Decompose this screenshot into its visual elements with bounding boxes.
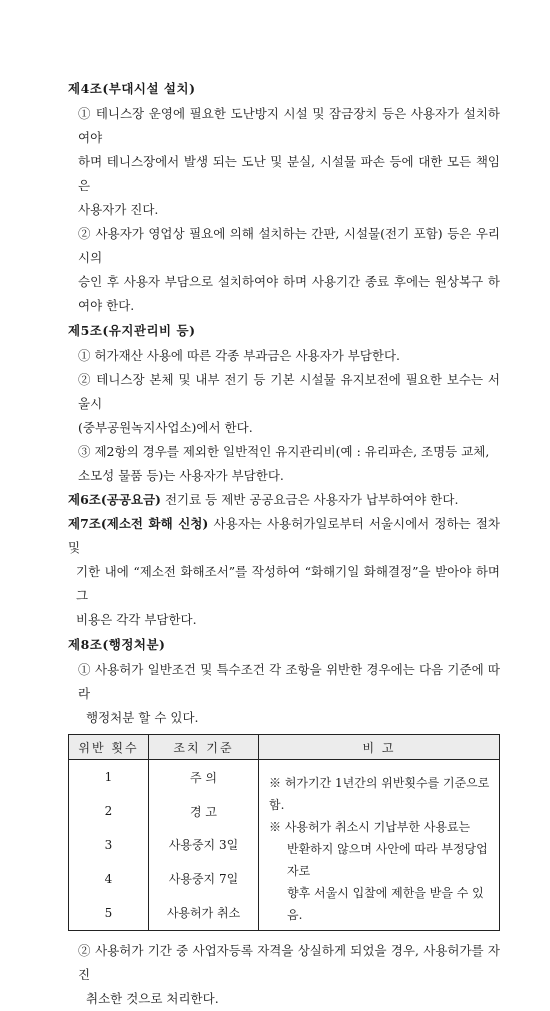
text-line: 행정처분 할 수 있다. [86, 710, 199, 725]
header-action-standard: 조치 기준 [149, 735, 259, 760]
action-standard: 사용중지 3일 [149, 828, 259, 862]
text-line: 비용은 각각 부담한다. [76, 612, 197, 627]
remarks-cell [259, 760, 500, 931]
remark-note-1: ※ 허가기간 1년간의 위반횟수를 기준으로 함. [269, 776, 490, 812]
article-4-clause-1 [68, 102, 500, 222]
article-4-clause-2 [68, 222, 500, 318]
action-standard: 주 의 [149, 760, 259, 795]
article-7-text: 사용자는 사용허가일로부터 서울시에서 정하는 절차 및 [68, 516, 500, 555]
table-row [69, 760, 500, 795]
article-7 [68, 512, 500, 632]
document-page [68, 76, 500, 1011]
text-line [68, 512, 500, 560]
remark-note-2-cont: 반환하지 않으며 사안에 따라 부정당업자로 [287, 842, 488, 878]
text-line: 사용자가 진다. [78, 202, 159, 217]
text-line: 하며 테니스장에서 발생 되는 도난 및 분실, 시설물 파손 등에 대한 모든 책임은 [78, 154, 500, 193]
remark-note-2-cont: 향후 서울시 입찰에 제한을 받을 수 있음. [287, 886, 484, 922]
article-5-clause-1 [68, 344, 500, 368]
article-6 [68, 488, 500, 512]
remark-note-2: ※ 사용허가 취소시 기납부한 사용료는 [269, 820, 471, 834]
action-standard: 경 고 [149, 794, 259, 828]
article-5-clause-2 [68, 368, 500, 440]
text-line: ① 테니스장 운영에 필요한 도난방지 시설 및 잠금장치 등은 사용자가 설치하여야 [78, 106, 500, 145]
header-violation-count: 위반 횟수 [69, 735, 149, 760]
violation-count: 4 [69, 862, 149, 896]
text-line: ① 허가재산 사용에 따른 각종 부과금은 사용자가 부담한다. [78, 348, 401, 363]
penalty-table [68, 734, 500, 931]
text-line: ② 테니스장 본체 및 내부 전기 등 기본 시설물 유지보전에 필요한 보수는 서울시 [78, 372, 500, 411]
article-7-heading: 제7조(제소전 화해 신청) [68, 516, 209, 531]
article-4-heading: 제4조(부대시설 설치) [68, 81, 196, 96]
violation-count: 2 [69, 794, 149, 828]
action-standard: 사용허가 취소 [149, 896, 259, 931]
text-line: 기한 내에 “제소전 화해조서”를 작성하여 “화해기일 화해결정”을 받아야 하며 그 [76, 564, 500, 603]
text-line: 소모성 물품 등)는 사용자가 부담한다. [78, 468, 284, 483]
text-line: ② 사용자가 영업상 필요에 의해 설치하는 간판, 시설물(전기 포함) 등은 우리시의 [78, 226, 500, 265]
text-line: ① 사용허가 일반조건 및 특수조건 각 조항을 위반한 경우에는 다음 기준에 따라 [78, 662, 500, 701]
table-header-row [69, 735, 500, 760]
article-5-heading: 제5조(유지관리비 등) [68, 323, 196, 338]
article-8-heading: 제8조(행정처분) [68, 637, 166, 652]
text-line: 승인 후 사용자 부담으로 설치하여야 하며 사용기간 종료 후에는 원상복구 하여야 한다. [78, 274, 500, 313]
violation-count: 5 [69, 896, 149, 931]
text-line: ③ 제2항의 경우를 제외한 일반적인 유지관리비(예 : 유리파손, 조명등 교체, [78, 444, 490, 459]
article-8-clause-2 [68, 939, 500, 1011]
action-standard: 사용중지 7일 [149, 862, 259, 896]
article-8-clause-1 [68, 658, 500, 730]
text-line: (중부공원녹지사업소)에서 한다. [78, 420, 253, 435]
text-line: 취소한 것으로 처리한다. [86, 991, 219, 1006]
article-6-text: 전기료 등 제반 공공요금은 사용자가 납부하여야 한다. [160, 492, 459, 507]
header-remarks: 비 고 [259, 735, 500, 760]
article-5-clause-3 [68, 440, 500, 488]
text-line: ② 사용허가 기간 중 사업자등록 자격을 상실하게 되었을 경우, 사용허가를 자진 [78, 943, 500, 982]
violation-count: 3 [69, 828, 149, 862]
violation-count: 1 [69, 760, 149, 795]
article-6-heading: 제6조(공공요금) [68, 492, 161, 507]
